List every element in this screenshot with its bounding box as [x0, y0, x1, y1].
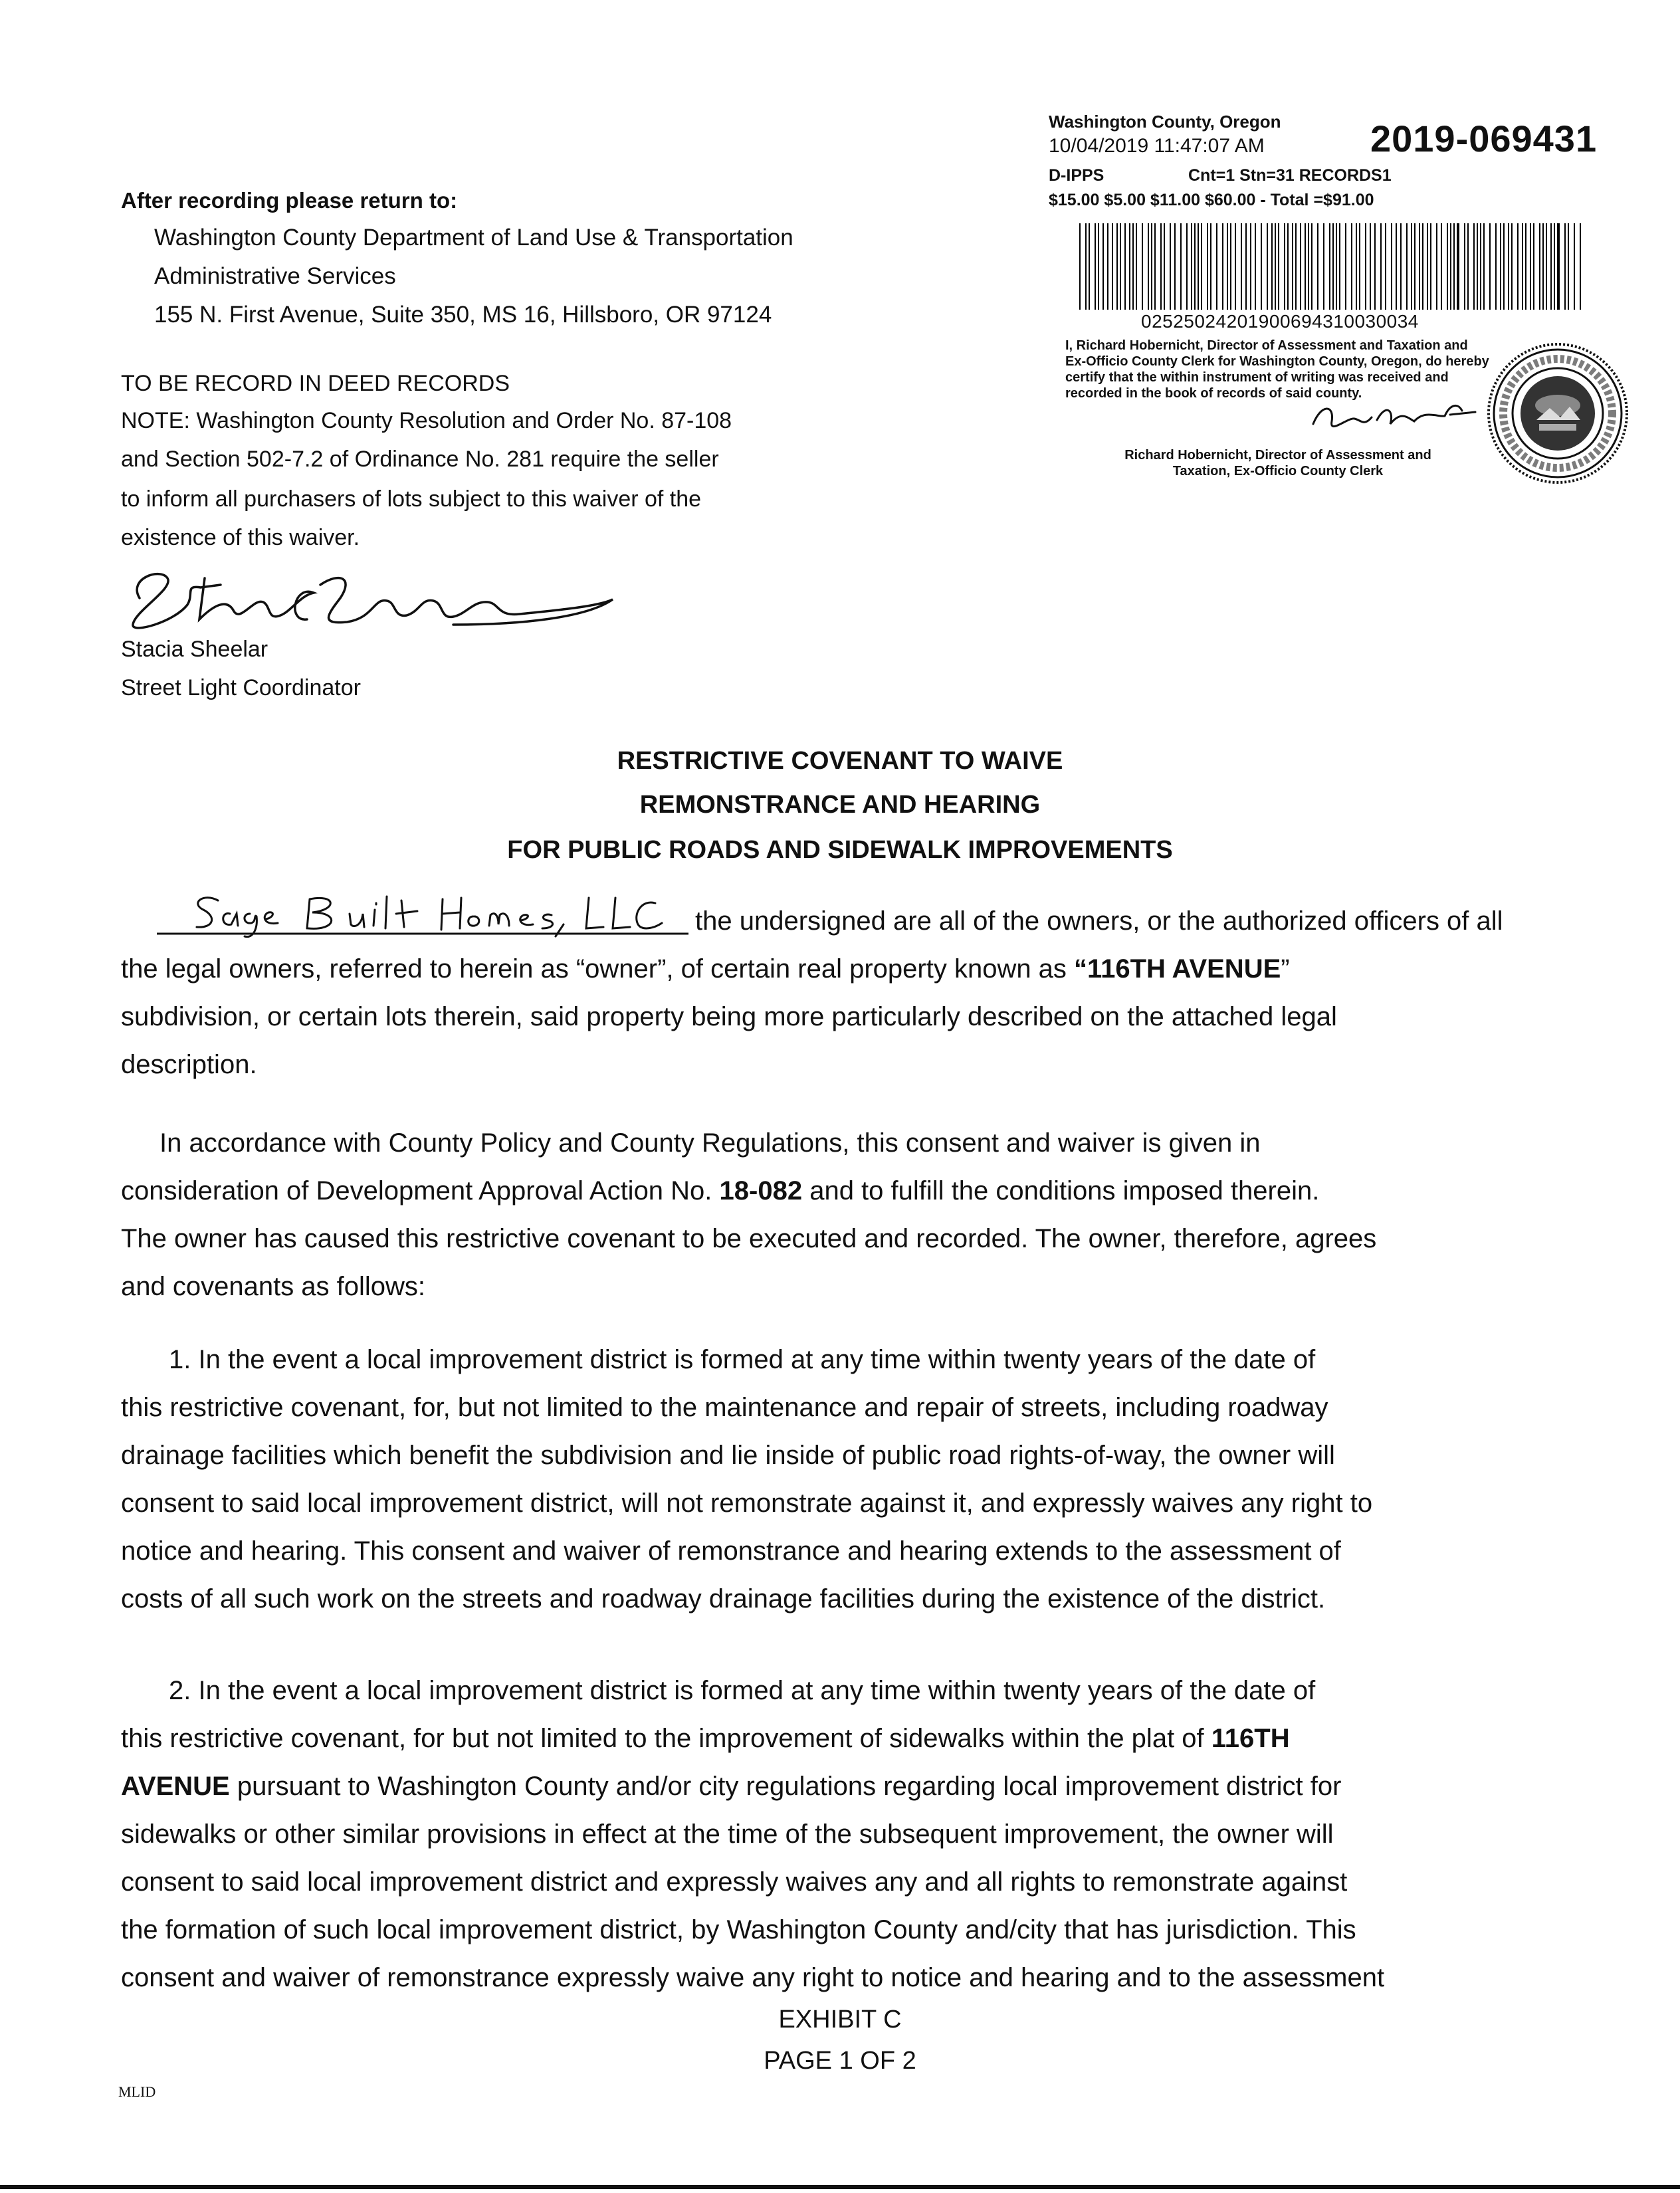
- barcode-bar: [1207, 223, 1208, 310]
- approval-action-number: 18-082: [719, 1176, 803, 1205]
- barcode-bar: [1275, 223, 1276, 310]
- barcode-bar: [1467, 223, 1469, 310]
- barcode-bar: [1308, 223, 1309, 310]
- barcode-bar: [1436, 223, 1437, 310]
- barcode-bar: [1271, 223, 1273, 310]
- barcode-bar: [1574, 223, 1575, 310]
- barcode-bar: [1511, 223, 1513, 310]
- barcode-bar: [1305, 223, 1306, 310]
- barcode-bar: [1380, 223, 1382, 310]
- barcode-bar: [1278, 223, 1279, 310]
- para2-line: [121, 1176, 1319, 1206]
- owner-handwritten-name: [157, 887, 688, 940]
- mlid-mark: MLID: [118, 2083, 156, 2100]
- barcode-bar: [1120, 223, 1121, 310]
- item2-text: pursuant to Washington County and/or city regulations regarding local improvement district for: [229, 1772, 1342, 1801]
- barcode-bar: [1406, 223, 1408, 310]
- barcode-bar: [1132, 223, 1134, 310]
- barcode-bar: [1374, 223, 1376, 310]
- barcode-bar: [1085, 223, 1087, 310]
- barcode-bar: [1300, 223, 1301, 310]
- barcode-bar: [1311, 223, 1312, 310]
- barcode-bar: [1261, 223, 1262, 310]
- barcode-bar: [1201, 223, 1202, 310]
- return-to-line: Administrative Services: [154, 263, 396, 289]
- barcode-bar: [1495, 223, 1497, 310]
- stamp-fees: $15.00 $5.00 $11.00 $60.00 - Total =$91.00: [1049, 191, 1374, 209]
- barcode-bar: [1323, 223, 1324, 310]
- barcode-bar: [1414, 223, 1416, 310]
- clerk-signature: [1308, 397, 1481, 440]
- return-to-line: 155 N. First Avenue, Suite 350, MS 16, Hillsboro, OR 97124: [154, 302, 772, 328]
- barcode-bar: [1186, 223, 1188, 310]
- barcode-bar: [1419, 223, 1420, 310]
- para2-line: In accordance with County Policy and County Regulations, this consent and waiver is given in: [159, 1128, 1261, 1158]
- barcode-bar: [1522, 223, 1523, 310]
- barcode-bar: [1332, 223, 1334, 310]
- barcode-bar: [1267, 223, 1268, 310]
- barcode-bar: [1550, 223, 1552, 310]
- item2-line: [121, 1772, 1341, 1802]
- barcode-bar: [1480, 223, 1481, 310]
- barcode-bar: [1385, 223, 1386, 310]
- barcode-bar: [1235, 223, 1236, 310]
- barcode-bar: [1250, 223, 1251, 310]
- barcode-bar: [1503, 223, 1505, 310]
- clerk-name-block: [1065, 447, 1491, 479]
- barcode-bar: [1329, 223, 1330, 310]
- barcode-bar: [1517, 223, 1519, 310]
- barcode-bar: [1447, 223, 1448, 310]
- para1-line: [121, 954, 1290, 984]
- barcode-bar: [1351, 223, 1352, 310]
- barcode-bar: [1160, 223, 1162, 310]
- clerk-title: Taxation, Ex-Officio County Clerk: [1172, 464, 1384, 478]
- barcode-bar: [1464, 223, 1465, 310]
- barcode-bar: [1180, 223, 1182, 310]
- stamp-counts: Cnt=1 Stn=31 RECORDS1: [1188, 166, 1392, 185]
- barcode-bar: [1142, 223, 1143, 310]
- barcode-bar: [1530, 223, 1531, 310]
- barcode-bar: [1473, 223, 1475, 310]
- barcode-bar: [1151, 223, 1152, 310]
- signer-name: Stacia Sheelar: [121, 637, 268, 662]
- exhibit-label: EXHIBIT C: [778, 2006, 902, 2034]
- item2-line: the formation of such local improvement district, by Washington County and/city that has jurisdiction. This: [121, 1915, 1356, 1944]
- subdivision-name: “116TH AVENUE: [1074, 954, 1281, 984]
- page-number: PAGE 1 OF 2: [764, 2047, 916, 2075]
- barcode-bar: [1427, 223, 1428, 310]
- para2-line: The owner has caused this restrictive covenant to be executed and recorded. The owner, therefore, agrees: [121, 1224, 1377, 1253]
- para1-text: the legal owners, referred to herein as “owner”, of certain real property known as: [121, 954, 1075, 984]
- barcode-bar: [1339, 223, 1340, 310]
- barcode-bar: [1359, 223, 1360, 310]
- barcode-number: 02525024201900694310030034: [1141, 311, 1419, 332]
- barcode-bar: [1453, 223, 1455, 310]
- barcode-bar: [1191, 223, 1192, 310]
- item2-line: [121, 1724, 1290, 1754]
- barcode-bar: [1136, 223, 1137, 310]
- barcode-bar: [1533, 223, 1534, 310]
- record-note-line: existence of this waiver.: [121, 525, 360, 550]
- barcode-bar: [1450, 223, 1451, 310]
- barcode-bar: [1164, 223, 1165, 310]
- barcode-bar: [1089, 223, 1090, 310]
- subdivision-name: 116TH: [1211, 1724, 1290, 1753]
- barcode-bar: [1489, 223, 1491, 310]
- barcode-bar: [1430, 223, 1431, 310]
- barcode-bar: [1284, 223, 1285, 310]
- para1-text: ”: [1281, 954, 1290, 984]
- barcode-bar: [1170, 223, 1171, 310]
- item1-line: 1. In the event a local improvement district is formed at any time within twenty years of the date of: [169, 1345, 1316, 1374]
- item1-line: consent to said local improvement district, will not remonstrate against it, and expressly waives any right to: [121, 1489, 1373, 1518]
- stamp-code: D-IPPS: [1049, 166, 1104, 185]
- barcode-bar: [1148, 223, 1149, 310]
- para1-line: description.: [121, 1050, 257, 1079]
- para2-text: and to fulfill the conditions imposed therein.: [802, 1176, 1320, 1205]
- barcode-bar: [1400, 223, 1402, 310]
- document-title-line: RESTRICTIVE COVENANT TO WAIVE: [617, 747, 1063, 775]
- item1-line: costs of all such work on the streets and roadway drainage facilities during the existence of the district.: [121, 1584, 1326, 1614]
- barcode-bar: [1295, 223, 1297, 310]
- barcode-bar: [1129, 223, 1130, 310]
- item1-line: notice and hearing. This consent and waiver of remonstrance and hearing extends to the assessment of: [121, 1536, 1341, 1566]
- barcode-bar: [1441, 223, 1442, 310]
- barcode-bar: [1483, 223, 1485, 310]
- document-number: 2019-069431: [1370, 118, 1598, 159]
- barcode-bar: [1098, 223, 1099, 310]
- barcode-bar: [1107, 223, 1108, 310]
- item2-line: consent and waiver of remonstrance expressly waive any right to notice and hearing and to the assessment: [121, 1963, 1385, 1992]
- return-to-heading: After recording please return to:: [121, 188, 458, 213]
- barcode-bar: [1477, 223, 1478, 310]
- barcode-bar: [1539, 223, 1540, 310]
- barcode-bar: [1365, 223, 1366, 310]
- barcode-bar: [1554, 223, 1555, 310]
- barcode-bar: [1174, 223, 1176, 310]
- barcode-bar: [1568, 223, 1569, 310]
- para1-line: the undersigned are all of the owners, or the authorized officers of all: [695, 906, 1503, 936]
- barcode-bar: [1546, 223, 1547, 310]
- item1-line: this restrictive covenant, for, but not limited to the maintenance and repair of streets, including roadway: [121, 1393, 1328, 1422]
- barcode-bar: [1580, 223, 1581, 310]
- barcode-bar: [1095, 223, 1096, 310]
- barcode-bar: [1287, 223, 1289, 310]
- stamp-county: Washington County, Oregon: [1049, 112, 1281, 132]
- barcode-bar: [1210, 223, 1211, 310]
- barcode-bar: [1154, 223, 1156, 310]
- barcode-bar: [1391, 223, 1392, 310]
- barcode-bar: [1198, 223, 1199, 310]
- barcode-bar: [1542, 223, 1544, 310]
- item2-line: 2. In the event a local improvement district is formed at any time within twenty years of the date of: [169, 1676, 1316, 1705]
- subdivision-name: AVENUE: [121, 1772, 230, 1801]
- bottom-edge-rule: [0, 2185, 1680, 2189]
- barcode-bar: [1525, 223, 1526, 310]
- barcode-bar: [1557, 223, 1560, 310]
- coordinator-signature: [121, 558, 626, 638]
- county-seal-icon: [1486, 342, 1629, 485]
- barcode-bar: [1112, 223, 1113, 310]
- item2-text: this restrictive covenant, for but not limited to the improvement of sidewalks within the plat of: [121, 1724, 1211, 1753]
- signer-title: Street Light Coordinator: [121, 675, 361, 700]
- barcode-bar: [1102, 223, 1104, 310]
- record-note-line: to inform all purchasers of lots subject to this waiver of the: [121, 486, 702, 512]
- barcode-bar: [1370, 223, 1371, 310]
- barcode-bar: [1411, 223, 1412, 310]
- para1-line: subdivision, or certain lots therein, said property being more particularly described on the attached legal: [121, 1002, 1337, 1031]
- return-to-line: Washington County Department of Land Use & Transportation: [154, 225, 793, 251]
- barcode-bar: [1124, 223, 1126, 310]
- barcode-bar: [1292, 223, 1293, 310]
- document-title-line: REMONSTRANCE AND HEARING: [639, 791, 1041, 819]
- barcode-bar: [1227, 223, 1228, 310]
- record-note-line: TO BE RECORD IN DEED RECORDS: [121, 371, 510, 396]
- item1-line: drainage facilities which benefit the subdivision and lie inside of public road rights-of-way, the owner will: [121, 1441, 1335, 1470]
- barcode-bar: [1564, 223, 1566, 310]
- barcode-bar: [1222, 223, 1223, 310]
- barcode-bar: [1255, 223, 1256, 310]
- barcode-bar: [1457, 223, 1459, 310]
- barcode: [1077, 223, 1588, 310]
- barcode-bar: [1216, 223, 1217, 310]
- barcode-bar: [1245, 223, 1247, 310]
- barcode-bar: [1317, 223, 1318, 310]
- clerk-name: Richard Hobernicht, Director of Assessment and: [1124, 448, 1431, 463]
- barcode-bar: [1356, 223, 1357, 310]
- barcode-bar: [1230, 223, 1231, 310]
- barcode-bar: [1241, 223, 1242, 310]
- barcode-bar: [1422, 223, 1423, 310]
- barcode-bar: [1336, 223, 1337, 310]
- para2-line: and covenants as follows:: [121, 1272, 426, 1301]
- barcode-bar: [1396, 223, 1397, 310]
- item2-line: sidewalks or other similar provisions in effect at the time of the subsequent improvement, the owner will: [121, 1820, 1334, 1849]
- barcode-bar: [1116, 223, 1118, 310]
- record-note-line: and Section 502-7.2 of Ordinance No. 281 require the seller: [121, 447, 719, 472]
- barcode-bar: [1500, 223, 1501, 310]
- barcode-bar: [1079, 223, 1081, 310]
- barcode-bar: [1194, 223, 1196, 310]
- para2-text: consideration of Development Approval Action No.: [121, 1176, 720, 1205]
- document-title-line: FOR PUBLIC ROADS AND SIDEWALK IMPROVEMENTS: [507, 836, 1173, 864]
- item2-line: consent to said local improvement district and expressly waives any and all rights to remonstrate against: [121, 1867, 1348, 1897]
- barcode-bar: [1345, 223, 1346, 310]
- record-note-line: NOTE: Washington County Resolution and Order No. 87-108: [121, 408, 732, 433]
- clerk-certification: I, Richard Hobernicht, Director of Assessment and Taxation and Ex-Officio County Clerk for Washington County, Oregon, do hereby certify that the within instrument of writing was received and recorded in the book of records of said county.: [1065, 338, 1489, 401]
- stamp-datetime: 10/04/2019 11:47:07 AM: [1049, 135, 1265, 157]
- barcode-bar: [1508, 223, 1509, 310]
